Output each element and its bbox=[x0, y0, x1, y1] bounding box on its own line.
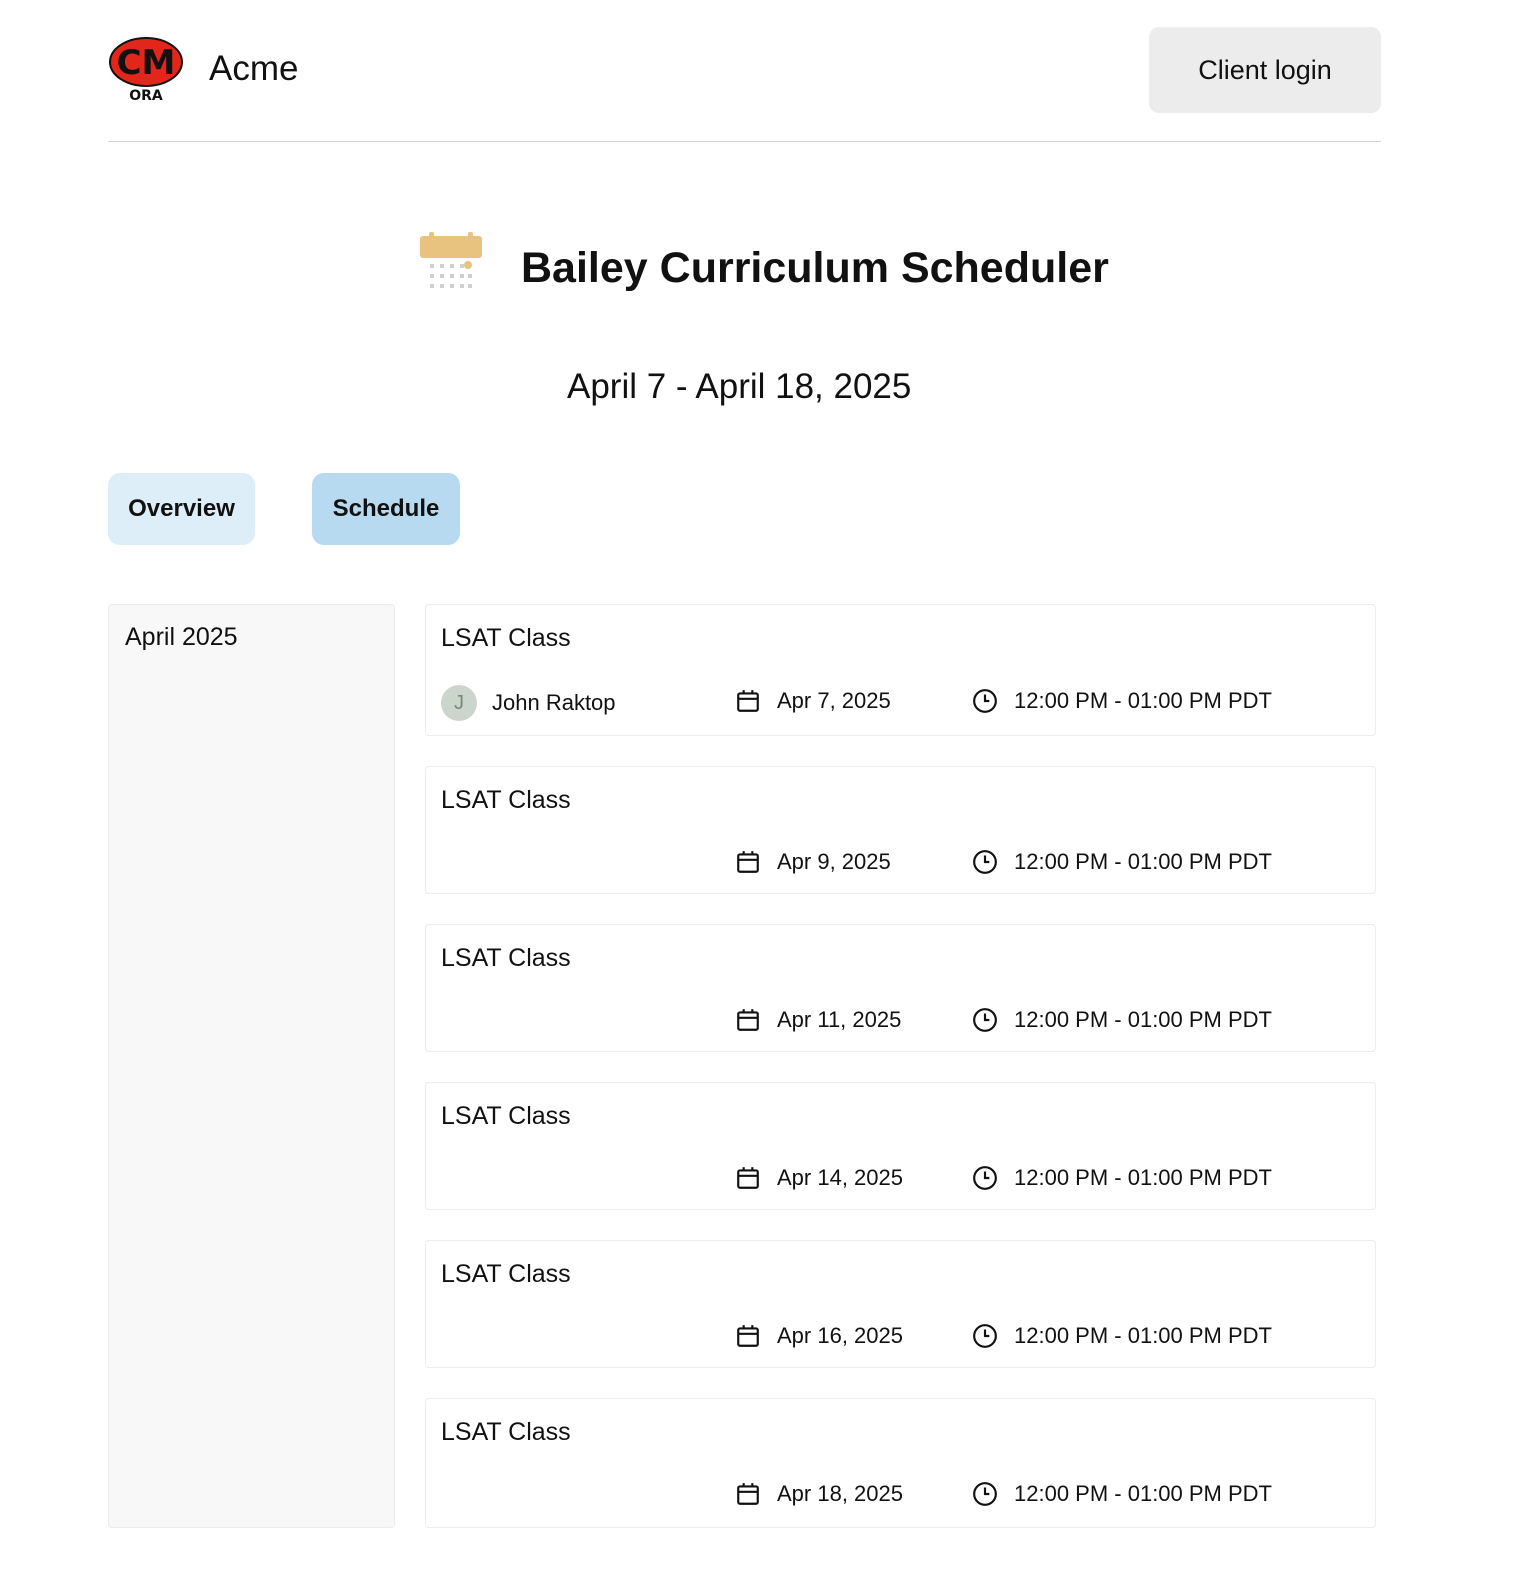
brand-name[interactable]: Acme bbox=[209, 49, 299, 88]
event-card[interactable] bbox=[425, 766, 1376, 894]
event-date bbox=[735, 1323, 903, 1349]
clock-icon bbox=[972, 1007, 998, 1033]
event-card[interactable] bbox=[425, 924, 1376, 1052]
event-date-text: Apr 14, 2025 bbox=[777, 1165, 903, 1190]
month-label[interactable]: April 2025 bbox=[125, 623, 238, 651]
event-time-text: 12:00 PM - 01:00 PM PDT bbox=[1014, 1007, 1272, 1032]
event-date bbox=[735, 1165, 903, 1191]
event-date-text: Apr 16, 2025 bbox=[777, 1323, 903, 1348]
event-time bbox=[972, 1323, 1272, 1349]
event-time bbox=[972, 849, 1272, 875]
event-title: LSAT Class bbox=[441, 1418, 571, 1446]
event-title: LSAT Class bbox=[441, 1260, 571, 1288]
event-time-text: 12:00 PM - 01:00 PM PDT bbox=[1014, 1165, 1272, 1190]
tab-schedule[interactable]: Schedule bbox=[312, 473, 460, 545]
clock-icon bbox=[972, 849, 998, 875]
event-time-text: 12:00 PM - 01:00 PM PDT bbox=[1014, 688, 1272, 713]
event-card[interactable] bbox=[425, 1240, 1376, 1368]
event-time bbox=[972, 1007, 1272, 1033]
event-card[interactable] bbox=[425, 604, 1376, 736]
event-date bbox=[735, 1481, 903, 1507]
event-time bbox=[972, 688, 1272, 714]
month-panel bbox=[108, 604, 395, 1528]
svg-text:ORA: ORA bbox=[129, 88, 163, 102]
event-title: LSAT Class bbox=[441, 786, 571, 814]
svg-text:CM: CM bbox=[116, 43, 176, 83]
event-date-text: Apr 9, 2025 bbox=[777, 849, 891, 874]
calendar-icon bbox=[735, 1007, 761, 1033]
site-header bbox=[108, 0, 1381, 142]
event-date bbox=[735, 849, 891, 875]
event-card[interactable] bbox=[425, 1082, 1376, 1210]
clock-icon bbox=[972, 1481, 998, 1507]
event-date-text: Apr 18, 2025 bbox=[777, 1481, 903, 1506]
event-instructor bbox=[441, 685, 616, 721]
event-title: LSAT Class bbox=[441, 624, 571, 652]
clock-icon bbox=[972, 1323, 998, 1349]
event-date-text: Apr 11, 2025 bbox=[777, 1007, 902, 1032]
event-time-text: 12:00 PM - 01:00 PM PDT bbox=[1014, 849, 1272, 874]
calendar-icon bbox=[735, 1323, 761, 1349]
calendar-icon bbox=[420, 232, 482, 294]
calendar-icon bbox=[735, 849, 761, 875]
event-title: LSAT Class bbox=[441, 1102, 571, 1130]
event-date bbox=[735, 1007, 901, 1033]
event-time-text: 12:00 PM - 01:00 PM PDT bbox=[1014, 1481, 1272, 1506]
event-time bbox=[972, 1481, 1272, 1507]
tab-overview[interactable]: Overview bbox=[108, 473, 255, 545]
event-card[interactable] bbox=[425, 1398, 1376, 1528]
event-time bbox=[972, 1165, 1272, 1191]
event-title: LSAT Class bbox=[441, 944, 571, 972]
event-date-text: Apr 7, 2025 bbox=[777, 688, 891, 713]
acme-logo-icon[interactable] bbox=[108, 36, 184, 102]
event-time-text: 12:00 PM - 01:00 PM PDT bbox=[1014, 1323, 1272, 1348]
calendar-icon bbox=[735, 688, 761, 714]
calendar-icon bbox=[735, 1481, 761, 1507]
calendar-icon bbox=[735, 1165, 761, 1191]
date-range: April 7 - April 18, 2025 bbox=[567, 367, 912, 406]
avatar: J bbox=[441, 685, 477, 721]
event-date bbox=[735, 688, 891, 714]
clock-icon bbox=[972, 688, 998, 714]
clock-icon bbox=[972, 1165, 998, 1191]
instructor-name: John Raktop bbox=[492, 690, 616, 715]
client-login-button[interactable]: Client login bbox=[1149, 27, 1381, 113]
page-title: Bailey Curriculum Scheduler bbox=[521, 244, 1109, 292]
